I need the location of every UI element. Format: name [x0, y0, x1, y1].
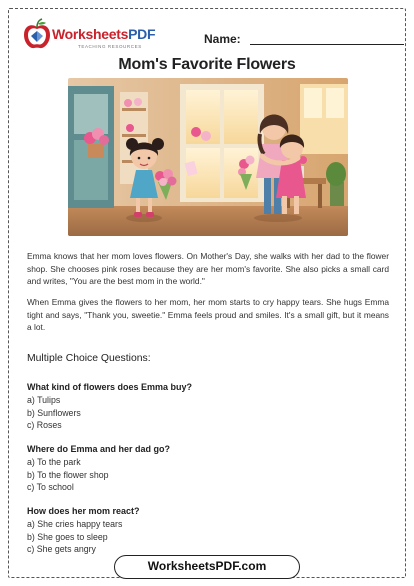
question-text: Where do Emma and her dad go?: [27, 444, 171, 454]
name-blank-line[interactable]: [250, 44, 404, 45]
answer-option[interactable]: c) She gets angry: [27, 544, 96, 555]
answer-option[interactable]: a) To the park: [27, 457, 81, 467]
page-title: Mom's Favorite Flowers: [118, 56, 296, 73]
answer-option[interactable]: b) Sunflowers: [27, 407, 81, 418]
question-1: [27, 381, 387, 432]
apple-logo-icon: [22, 18, 52, 50]
story-paragraph-1: Emma knows that her mom loves flowers. On Mother's Day, she walks with her dad to the flower shop. She chooses pink roses because they are her mom's favorite. She also picks a small card and writes, "You are the best mom in the world.": [27, 251, 389, 287]
answer-option[interactable]: b) To the flower shop: [27, 469, 109, 480]
answer-option[interactable]: a) She cries happy tears: [27, 519, 123, 529]
story-illustration: [68, 78, 348, 236]
answer-option[interactable]: c) Roses: [27, 420, 62, 431]
question-3: [27, 505, 387, 556]
answer-option[interactable]: c) To school: [27, 482, 74, 493]
logo-wordmark: WorksheetsPDF: [52, 26, 156, 42]
worksheetspdf-logo: [22, 18, 172, 52]
answer-option[interactable]: b) She goes to sleep: [27, 531, 108, 542]
questions-heading: Multiple Choice Questions:: [27, 353, 151, 364]
question-2: [27, 443, 387, 494]
answer-option[interactable]: a) Tulips: [27, 395, 61, 405]
story-paragraph-2: When Emma gives the flowers to her mom, her mom starts to cry happy tears. She hugs Emma tight and says, "Thank you, sweetie." Emma feels proud and smiles. It's a small gift, but it means a lot.: [27, 297, 389, 333]
worksheet-header: [18, 16, 396, 56]
name-label: Name:: [204, 32, 241, 46]
question-text: What kind of flowers does Emma buy?: [27, 382, 193, 392]
logo-tagline: TEACHING RESOURCES: [78, 44, 142, 49]
question-text: How does her mom react?: [27, 506, 140, 516]
footer-site-link[interactable]: WorksheetsPDF.com: [114, 555, 300, 579]
